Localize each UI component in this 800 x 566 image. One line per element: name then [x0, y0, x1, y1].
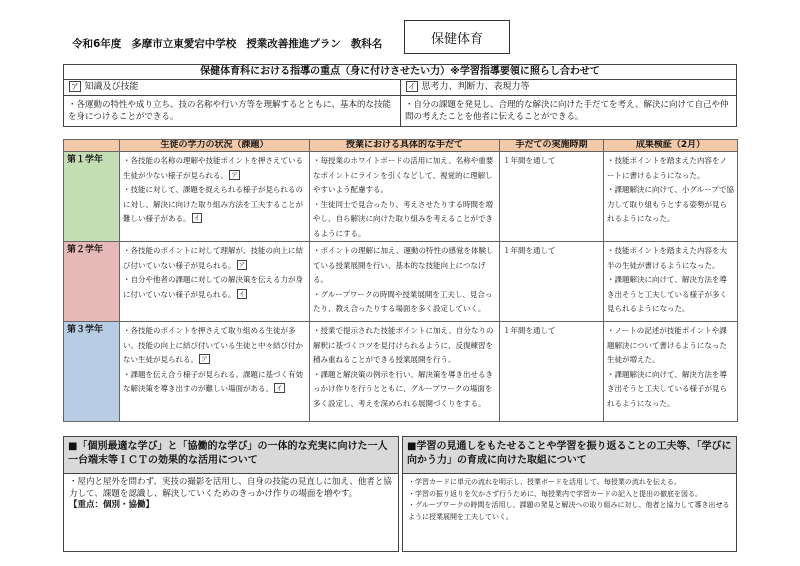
- grade-cell: 第１学年: [64, 152, 120, 242]
- status-text: ・技能に対して、課題を捉えられる様子が見られるのに対し、解決に向けた取り組み方法を工夫することが難しい様子がある。: [123, 185, 303, 223]
- table-row: [64, 152, 738, 242]
- measures-cell: [310, 152, 500, 242]
- focus-knowledge-heading: [64, 80, 400, 96]
- result-item: ・技能ポイントを踏まえた内容をノートに書けるようになった。: [607, 156, 727, 180]
- grade-cell: 第２学年: [64, 242, 120, 322]
- status-text: ・課題を伝え合う様子が見られる。課題に基づく有効な解決策を導き出すのが難しい場面がある。: [123, 369, 303, 393]
- grade-cell: 第３学年: [64, 322, 120, 422]
- focus-thinking-column: [400, 80, 736, 126]
- focus-thinking-body: ・自分の課題を発見し、合理的な解決に向けた手だてを考え、解決に向けて自己や仲間の考えたことを他者に伝えることができる。: [405, 100, 729, 122]
- results-cell: [604, 152, 738, 242]
- subject-label: 教科名: [350, 38, 383, 50]
- results-cell: [604, 242, 738, 322]
- measure-item: ・生徒同士で見合ったり、考えさせたりする時間を増やし、自ら解決に向けた取り組みを考えることができるようにする。: [313, 199, 493, 238]
- result-item: ・課題解決に向けて、解決方法を導き出そうと工夫している様子が多く見られるようになった。: [607, 275, 727, 313]
- status-cell: [120, 152, 310, 242]
- focus-grid: [64, 80, 736, 126]
- timing-cell: １年間を通して: [500, 152, 604, 242]
- status-text: ・各技能のポイントに対して理解が、技能の向上に結び付いていない様子が見られる。: [123, 246, 303, 270]
- header-status: 生徒の学力の状況（課題）: [120, 140, 310, 152]
- learning-outlook-body: [403, 474, 736, 526]
- results-cell: [604, 322, 738, 422]
- focus-knowledge-column: [64, 80, 400, 126]
- focus-knowledge-label: 知識及び技能: [84, 82, 139, 92]
- header-grade: [64, 140, 120, 152]
- table-row: [64, 322, 738, 422]
- focus-knowledge-body: ・各運動の特性や成り立ち、技の名称や行い方等を理解するとともに、基本的な技能を身につけることができる。: [68, 100, 392, 122]
- ict-utilization-text: ・屋内と屋外を問わず、実技の撮影を活用し、自身の技能の見直しに加え、他者と協力して、課題を認識し、解決していくためのきっかけ作りの場面を増やす。: [69, 477, 392, 499]
- measure-item: ・毎授業のホワイトボードの活用に加え、名称や重要なポイントにラインを引くなどして、視覚的に理解しやすいよう配慮する。: [313, 156, 494, 194]
- ict-utilization-body: [64, 474, 398, 515]
- status-cell: [120, 322, 310, 422]
- header-timing: 手だての実施時期: [500, 140, 604, 152]
- ict-utilization-heading: ■「個別最適な学び」と「協働的な学び」の一体的な充実に向けた一人一台端末等ＩＣＴの効果的な活用について: [64, 437, 398, 474]
- status-tag: イ: [276, 384, 283, 392]
- table-header-row: [64, 140, 738, 152]
- focus-title: 保健体育科における指導の重点（身に付けさせたい力）※学習指導要領に照らし合わせて: [64, 65, 736, 80]
- document-header: [72, 36, 392, 51]
- measure-item: ・ポイントの理解に加え、運動の特性の感覚を体験している授業展開を行い、基本的な技能向上につなげる。: [313, 246, 494, 284]
- status-tag: ア: [231, 170, 238, 179]
- focus-thinking-label: 思考力、判断力、表現力等: [421, 82, 530, 92]
- list-item: ・学習の振り返りを欠かさず行うために、毎授業内で学習カードの記入と提出の徹底を図る。: [408, 489, 702, 498]
- learning-outlook-heading: ■学習の見通しをもたせることや学習を振り返ることの工夫等、「学びに向かう力」の育成に向けた取組について: [403, 437, 736, 474]
- result-item: ・課題解決に向けて、解決方法を導き出そうと工夫している様子が見られるようになった。: [607, 369, 727, 408]
- learning-outlook-box: [402, 436, 737, 552]
- status-tag: イ: [238, 289, 245, 298]
- measures-cell: [310, 242, 500, 322]
- status-text: ・各技能のポイントを押さえて取り組める生徒が多い。技能の向上に結び付いている生徒と中々結び付かない生徒が見られる。: [123, 326, 303, 364]
- result-item: ・課題解決に向けて、小グループで協力して取り組もうとする姿勢が見られるようになった。: [607, 185, 734, 223]
- status-tag: イ: [193, 214, 200, 222]
- plan-name: 授業改善推進プラン: [246, 38, 341, 50]
- list-item: ・学習カードに単元の流れを明示し、授業ボードを活用して、毎授業の流れを伝える。: [408, 478, 681, 486]
- ict-utilization-note: 【重点：個別・協働】: [69, 500, 155, 510]
- header-measures: 授業における具体的な手だて: [310, 140, 500, 152]
- status-tag: ア: [238, 260, 245, 269]
- measure-item: ・グループワークの時間や授業展開を工夫し、見合ったり、教え合ったりする場面を多く設定していく。: [313, 289, 493, 313]
- status-text: ・各技能の名称の理解や技能ポイントを押さえている生徒が少ない様子が見られる。: [123, 156, 303, 180]
- timing-cell: １年間を通して: [500, 322, 604, 422]
- ict-utilization-box: [63, 436, 399, 552]
- school-name: 多摩市立東愛宕中学校: [131, 38, 237, 50]
- tag-i: イ: [408, 82, 416, 91]
- timing-cell: １年間を通して: [500, 242, 604, 322]
- measures-cell: [310, 322, 500, 422]
- result-item: ・技能ポイントを踏まえた内容を大半の生徒が書けるようになった。: [607, 246, 727, 270]
- tag-a: ア: [71, 82, 79, 91]
- status-tag: ア: [201, 355, 208, 363]
- subject-name-box: 保健体育: [404, 20, 510, 54]
- result-item: ・ノートの記述が技能ポイントや課題解決について書けるようになった生徒が増えた。: [607, 326, 727, 364]
- header-results: 成果検証（2月）: [604, 140, 738, 152]
- fiscal-year: 令和6年度: [72, 38, 122, 50]
- grade-plan-table: [63, 139, 738, 422]
- status-text: ・自分や他者の課題に対しての解決策を伝える力が身に付いていない様子が見られる。: [123, 275, 303, 299]
- focus-thinking-heading: [401, 80, 736, 96]
- table-row: [64, 242, 738, 322]
- status-cell: [120, 242, 310, 322]
- measure-item: ・授業で提示された技能ポイントに加え、自分なりの解釈に基づくコツを見付けられるように、反復練習を積み重ねることができる授業展開を行う。: [313, 326, 494, 364]
- list-item: ・グループワークの時間を活用し、課題の発見と解決への取り組みに対し、他者と協力して導き出せるように授業展開を工夫していく。: [408, 501, 730, 521]
- instruction-focus-section: [63, 64, 737, 127]
- measure-item: ・課題と解決策の例示を行い、解決策を導き出せるきっかけ作りを行うとともに、グループワークの場面を多く設定し、考えを深められる展開づくりをする。: [313, 369, 493, 408]
